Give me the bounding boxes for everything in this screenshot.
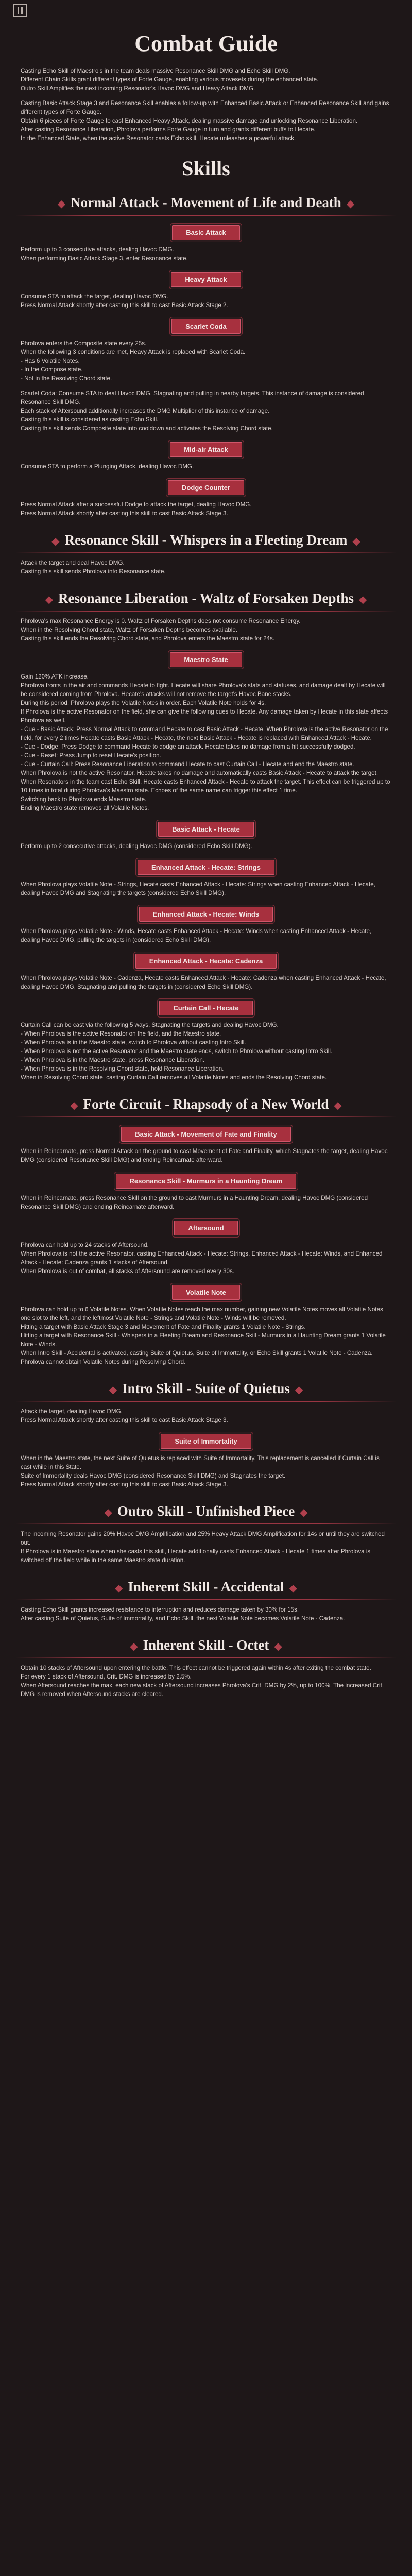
immortality-badge: Suite of Immortality (161, 1434, 251, 1449)
scarlet-coda-text: Phrolova enters the Composite state every 25s. When the following 3 conditions are met, Heavy Attack is replaced with Scarlet Coda. - Has 6 Volatile Notes. - In the Compose state. - Not in the Resolving Chord state. (21, 340, 246, 382)
skills-heading: Skills (182, 157, 230, 180)
top-bar (0, 0, 412, 21)
dodge-counter-badge: Dodge Counter (168, 480, 244, 495)
strings-text: When Phrolova plays Volatile Note - Strings, Hecate casts Enhanced Attack - Hecate: Strings when casting Enhanced Attack - Hecate, dealing Havoc DMG and Stagnating the targets (considered Echo Skill DMG). (21, 881, 375, 896)
inherent-octet-text: Obtain 10 stacks of Aftersound upon entering the battle. This effect cannot be triggered again within 4s after exiting the combat state. For every 1 stack of Aftersound, Crit. DMG is increased by 2.5%. When Aftersound reaches the max, each new stack of Aftersound increases Phrolova's Crit. DMG by 2%, up to 100%. The increased Crit. DMG is removed when Aftersound stacks are cleared. (21, 1665, 384, 1698)
maestro-state-text: Gain 120% ATK increase. Phrolova fronts in the air and commands Hecate to fight. Hecate will share Phrolova's stats and statuses, and damage dealt by Hecate will be considered coming from Phrolova. Hecate's attacks will not remove the target's Havoc Bane stacks. During this period, Phrolova plays the Volatile Notes in order. Each Volatile Note holds for 4s. If Phrolova is the active Resonator on the field, she can give the following cues to Hecate. Any damage taken by Hecate in this state affects Phrolova as well. - Cue - Basic Attack: Press Normal Attack to command Hecate to cast Basic Attack - Hecate. When Phrolova is the active Resonator on the field, for every 2 times Hecate casts Basic Attack - Hecate, the next Basic Attack - Hecate is replaced with Enhanced Attack - Hecate. - Cue - Dodge: Press Dodge to command Hecate to dodge an attack. Hecate takes no damage from a hit successfully dodged. - Cue - Reset: Press Jump to reset Hecate's position. - Cue - Curtain Call: Press Resonance Liberation to command Hecate to cast Curtain Call - Hecate and end the Maestro state. When Phrolova is not the active Resonator, Hecate takes no damage and automatically casts Basic Attack - Hecate to attack the target. When Resonators in the team cast Echo Skill, Hecate casts Enhanced Attack - Hecate to attack the target. This effect can be triggered up to 10 times in total during Phrolova's Maestro state. Echoes of the same name can trigger this effect 1 time. Switching back to Phrolova ends Maestro state. Ending Maestro state removes all Volatile Notes. (21, 673, 390, 811)
aftersound-text: Phrolova can hold up to 24 stacks of Aftersound. When Phrolova is not the active Resonator, casting Enhanced Attack - Hecate: Strings, Enhanced Attack - Hecate: Winds, and Enhanced Attack - Hecate: Cadenza grants 1 stacks of Aftersound. When Phrolova is out of combat, all stacks of Aftersound are removed every 30s. (21, 1242, 383, 1275)
fate-finality-text: When in Reincarnate, press Normal Attack on the ground to cast Movement of Fate and Finality, which Stagnates the target, dealing Havoc DMG (considered Resonance Skill DMG) and ending Reincarnate afterward. (21, 1148, 388, 1163)
fate-finality-badge: Basic Attack - Movement of Fate and Finality (121, 1127, 290, 1142)
haunting-dream-text: When in Reincarnate, press Resonance Skill on the ground to cast Murmurs in a Haunting Dream, dealing Havoc DMG (considered Resonance Skill DMG) and ending Reincarnate afterward. (21, 1195, 368, 1210)
cadenza-text: When Phrolova plays Volatile Note - Cadenza, Hecate casts Enhanced Attack - Hecate: Cadenza when casting Enhanced Attack - Hecate, dealing Havoc DMG, Stagnating and pulling the targets in (considered Echo Skill DMG). (21, 975, 386, 990)
scarlet-coda-text: Scarlet Coda: Consume STA to deal Havoc DMG, Stagnating and pulling in nearby targets. This instance of damage is considered Resonance Skill DMG. Each stack of Aftersound additionally increases the DMG Multiplier of this instance of damage. Casting this skill is considered as casting Echo Skill. Casting this skill sends Composite state into cooldown and activates the Resolving Chord state. (21, 390, 364, 432)
app-logo-icon[interactable] (13, 4, 27, 17)
cadenza-badge: Enhanced Attack - Hecate: Cadenza (135, 954, 277, 969)
midair-attack-text: Consume STA to perform a Plunging Attack, dealing Havoc DMG. (21, 463, 194, 470)
resonance-skill-text: Attack the target and deal Havoc DMG. Casting this skill sends Phrolova into Resonance state. (21, 560, 166, 575)
curtain-call-badge: Curtain Call - Hecate (159, 1001, 252, 1015)
maestro-state-badge: Maestro State (170, 652, 242, 667)
intro-skill-heading: ◆ Intro Skill - Suite of Quietus ◆ (0, 1381, 412, 1402)
dodge-counter-text: Press Normal Attack after a successful Dodge to attack the target, dealing Havoc DMG. Press Normal Attack shortly after casting this skill to cast Basic Attack Stage 3. (21, 501, 252, 517)
basic-attack-badge: Basic Attack (172, 225, 240, 240)
outro-skill-text: The incoming Resonator gains 20% Havoc DMG Amplification and 25% Heavy Attack DMG Amplification for 14s or until they are switched out. If Phrolova is in Maestro state when she casts this skill, Hecate additionally casts Enhanced Attack - Hecate 1 times after Phrolova is switched off the field while in the same Maestro state duration. (21, 1531, 385, 1564)
liberation-text: Phrolova's max Resonance Energy is 0. Waltz of Forsaken Depths does not consume Resonance Energy. When in the Resolving Chord state, Waltz of Forsaken Depths becomes available. Casting this skill ends the Resolving Chord state, and Phrolova enters the Maestro state for 24s. (21, 618, 301, 642)
inherent-accidental-text: Casting Echo Skill grants increased resistance to interruption and reduces damage taken by 30% for 15s. After casting Suite of Quietus, Suite of Immortality, and Echo Skill, the next Volatile Note becomes Volatile Note - Cadenza. (21, 1606, 345, 1622)
basic-hecate-badge: Basic Attack - Hecate (158, 822, 254, 837)
intro-paragraph: Casting Basic Attack Stage 3 and Resonance Skill enables a follow-up with Enhanced Basic Attack or Enhanced Resonance Skill and gains different types of Forte Gauge. Obtain 6 pieces of Forte Gauge to cast Enhanced Heavy Attack, dealing massive damage and unlocking Resonance Liberation. After casting Resonance Liberation, Phrolova performs Forte Gauge in turn and grants different buffs to Hecate. In the Enhanced State, when the active Resonator casts Echo skill, Hecate unleashes a powerful attack. (21, 100, 389, 142)
heavy-attack-text: Consume STA to attack the target, dealing Havoc DMG. Press Normal Attack shortly after casting this skill to cast Basic Attack Stage 2. (21, 293, 228, 309)
aftersound-badge: Aftersound (174, 1221, 237, 1235)
resonance-skill-heading: ◆ Resonance Skill - Whispers in a Fleeting Dream ◆ (0, 532, 412, 553)
haunting-dream-badge: Resonance Skill - Murmurs in a Haunting Dream (116, 1174, 297, 1189)
scarlet-coda-badge: Scarlet Coda (171, 319, 240, 334)
volatile-note-text: Phrolova can hold up to 6 Volatile Notes. When Volatile Notes reach the max number, gaining new Volatile Notes moves all Volatile Notes one slot to the left, and the leftmost Volatile Note - Strings and Volatile Note - Winds will be removed. Hitting a target with Basic Attack Stage 3 and Movement of Fate and Finality grants 1 Volatile Note - Strings. Hitting a target with Resonance Skill - Whispers in a Fleeting Dream and Resonance Skill - Murmurs in a Haunting Dream grants 1 Volatile Note - Winds. When Intro Skill - Accidental is activated, casting Suite of Quietus, Suite of Immortality, or Echo Skill grants 1 Volatile Note - Cadenza. Phrolova cannot obtain Volatile Notes during Resolving Chord. (21, 1306, 386, 1365)
immortality-text: When in the Maestro state, the next Suite of Quietus is replaced with Suite of Immortality. This replacement is cancelled if Curtain Call is cast while in this State. Suite of Immortality deals Havoc DMG (considered Resonance Skill DMG) and Stagnates the target. Press Normal Attack shortly after casting this skill to cast Basic Attack Stage 3. (21, 1455, 380, 1488)
page-title: Combat Guide (134, 31, 278, 56)
outro-skill-heading: ◆ Outro Skill - Unfinished Piece ◆ (0, 1503, 412, 1524)
strings-badge: Enhanced Attack - Hecate: Strings (138, 860, 274, 875)
basic-hecate-text: Perform up to 2 consecutive attacks, dealing Havoc DMG (considered Echo Skill DMG). (21, 843, 252, 850)
midair-attack-badge: Mid-air Attack (170, 442, 242, 457)
forte-heading: ◆ Forte Circuit - Rhapsody of a New World ◆ (0, 1096, 412, 1117)
heavy-attack-badge: Heavy Attack (171, 272, 241, 287)
curtain-call-text: Curtain Call can be cast via the following 5 ways, Stagnating the targets and dealing Havoc DMG. - When Phrolova is the active Resonator on the field, and the Maestro state. - When Phrolova is in the Maestro state, switch to Phrolova without casting Intro Skill. - When Phrolova is not the active Resonator and the Maestro state ends, switch to Phrolova without casting Intro Skill. - When Phrolova is in the Maestro state, press Resonance Liberation. - When Phrolova is in the Resolving Chord state, hold Resonance Liberation. When in Resolving Chord state, casting Curtain Call removes all Volatile Notes and ends the Resolving Chord state. (21, 1022, 333, 1081)
basic-attack-text: Perform up to 3 consecutive attacks, dealing Havoc DMG. When performing Basic Attack Stage 3, enter Resonance state. (21, 246, 188, 262)
intro-skill-text: Attack the target, dealing Havoc DMG. Press Normal Attack shortly after casting this skill to cast Basic Attack Stage 3. (21, 1408, 228, 1423)
winds-badge: Enhanced Attack - Hecate: Winds (139, 907, 273, 922)
normal-attack-heading: ◆ Normal Attack - Movement of Life and Death ◆ (0, 195, 412, 216)
liberation-heading: ◆ Resonance Liberation - Waltz of Forsaken Depths ◆ (0, 590, 412, 612)
volatile-note-badge: Volatile Note (172, 1285, 240, 1300)
intro-paragraph: Casting Echo Skill of Maestro's in the team deals massive Resonance Skill DMG and Echo Skill DMG. Different Chain Skills grant different types of Forte Gauge, enabling various movesets during the enhanced state. Outro Skill Amplifies the next incoming Resonator's Havoc DMG and Heavy Attack DMG. (21, 67, 319, 92)
inherent-accidental-heading: ◆ Inherent Skill - Accidental ◆ (0, 1579, 412, 1600)
inherent-octet-heading: ◆ Inherent Skill - Octet ◆ (0, 1637, 412, 1658)
winds-text: When Phrolova plays Volatile Note - Winds, Hecate casts Enhanced Attack - Hecate: Winds when casting Enhanced Attack - Hecate, dealing Havoc DMG, pulling the targets in (considered Echo Skill DMG). (21, 928, 372, 943)
